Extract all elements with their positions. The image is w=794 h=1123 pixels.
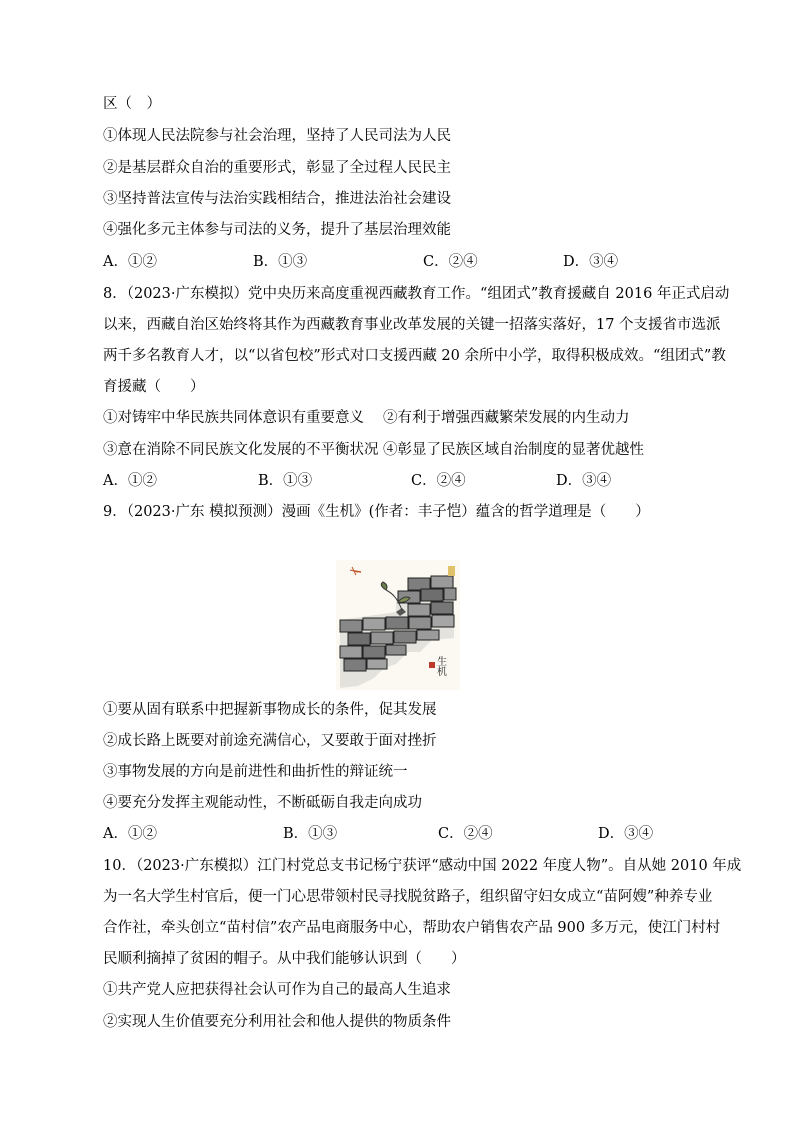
- q7-stem-tail: 区（ ）: [103, 96, 161, 112]
- q8-choice-c[interactable]: C．②④: [411, 473, 466, 489]
- q7-option-4: ④强化多元主体参与司法的义务，提升了基层治理效能: [103, 222, 451, 238]
- q8-stem-line-1: 8．（2023·广东模拟）党中央历来高度重视西藏教育工作。“组团式”教育援藏自 2016 年正式启动: [103, 286, 730, 302]
- q9-option-1: ①要从固有联系中把握新事物成长的条件，促其发展: [103, 702, 437, 718]
- q7-choice-a[interactable]: A．①②: [103, 254, 157, 270]
- figure-inscription: 生机: [434, 656, 446, 676]
- q7-choice-b[interactable]: B．①③: [253, 254, 308, 270]
- q8-choice-d[interactable]: D．③④: [556, 473, 612, 489]
- q9-stem: 9．（2023·广东 模拟预测）漫画《生机》(作者：丰子恺）蕴含的哲学道理是（ ）: [103, 504, 650, 520]
- q8-choice-a[interactable]: A．①②: [103, 473, 157, 489]
- q10-option-1: ①共产党人应把获得社会认可作为自己的最高人生追求: [103, 982, 451, 998]
- cartoon-image: [336, 560, 460, 690]
- q9-choice-c[interactable]: C．②④: [438, 826, 493, 842]
- q8-option-2: ②有利于增强西藏繁荣发展的内生动力: [383, 410, 630, 426]
- signature-seal: [429, 662, 435, 668]
- q8-choice-b[interactable]: B．①③: [258, 473, 313, 489]
- q7-choice-c[interactable]: C．②④: [423, 254, 478, 270]
- q8-option-4: ④彰显了民族区域自治制度的显著优越性: [383, 442, 644, 458]
- q9-option-2: ②成长路上既要对前途充满信心，又要敢于面对挫折: [103, 733, 437, 749]
- q10-stem-line-1: 10．（2023·广东模拟）江门村党总支书记杨宁获评“感动中国 2022 年度人物”。自从她 2010 年成: [103, 858, 742, 874]
- q8-stem-line-3: 两千多名教育人才，以“以省包校”形式对口支援西藏 20 余所中小学，取得积极成效。“组团式”教: [103, 348, 726, 364]
- artist-seal: [448, 566, 455, 576]
- q8-option-1: ①对铸牢中华民族共同体意识有重要意义: [103, 410, 364, 426]
- q9-option-3: ③事物发展的方向是前进性和曲折性的辩证统一: [103, 764, 408, 780]
- q10-option-2: ②实现人生价值要充分利用社会和他人提供的物质条件: [103, 1014, 451, 1030]
- q10-stem-line-4: 民顺利摘掉了贫困的帽子。从中我们能够认识到（ ）: [103, 951, 466, 967]
- q7-option-3: ③坚持普法宣传与法治实践相结合，推进法治社会建设: [103, 191, 451, 207]
- q7-option-2: ②是基层群众自治的重要形式，彰显了全过程人民民主: [103, 160, 451, 176]
- q10-stem-line-2: 为一名大学生村官后，便一门心思带领村民寻找脱贫路子，组织留守妇女成立“苗阿嫂”种养专业: [103, 889, 713, 905]
- q9-choice-a[interactable]: A．①②: [103, 826, 157, 842]
- q7-option-1: ①体现人民法院参与社会治理，坚持了人民司法为人民: [103, 128, 451, 144]
- q8-option-3: ③意在消除不同民族文化发展的不平衡状况: [103, 442, 379, 458]
- q7-choice-d[interactable]: D．③④: [563, 254, 619, 270]
- q8-stem-line-2: 以来，西藏自治区始终将其作为西藏教育事业改革发展的关键一招落实落好，17 个支援省市选派: [103, 317, 721, 333]
- q8-stem-line-4: 育援藏（ ）: [103, 379, 205, 395]
- q9-choice-b[interactable]: B．①③: [283, 826, 338, 842]
- q10-stem-line-3: 合作社，牵头创立“苗村信”农产品电商服务中心，帮助农户销售农产品 900 多万元，使江门村村: [103, 920, 721, 936]
- q9-option-4: ④要充分发挥主观能动性，不断砥砺自我走向成功: [103, 795, 422, 811]
- q9-choice-d[interactable]: D．③④: [598, 826, 654, 842]
